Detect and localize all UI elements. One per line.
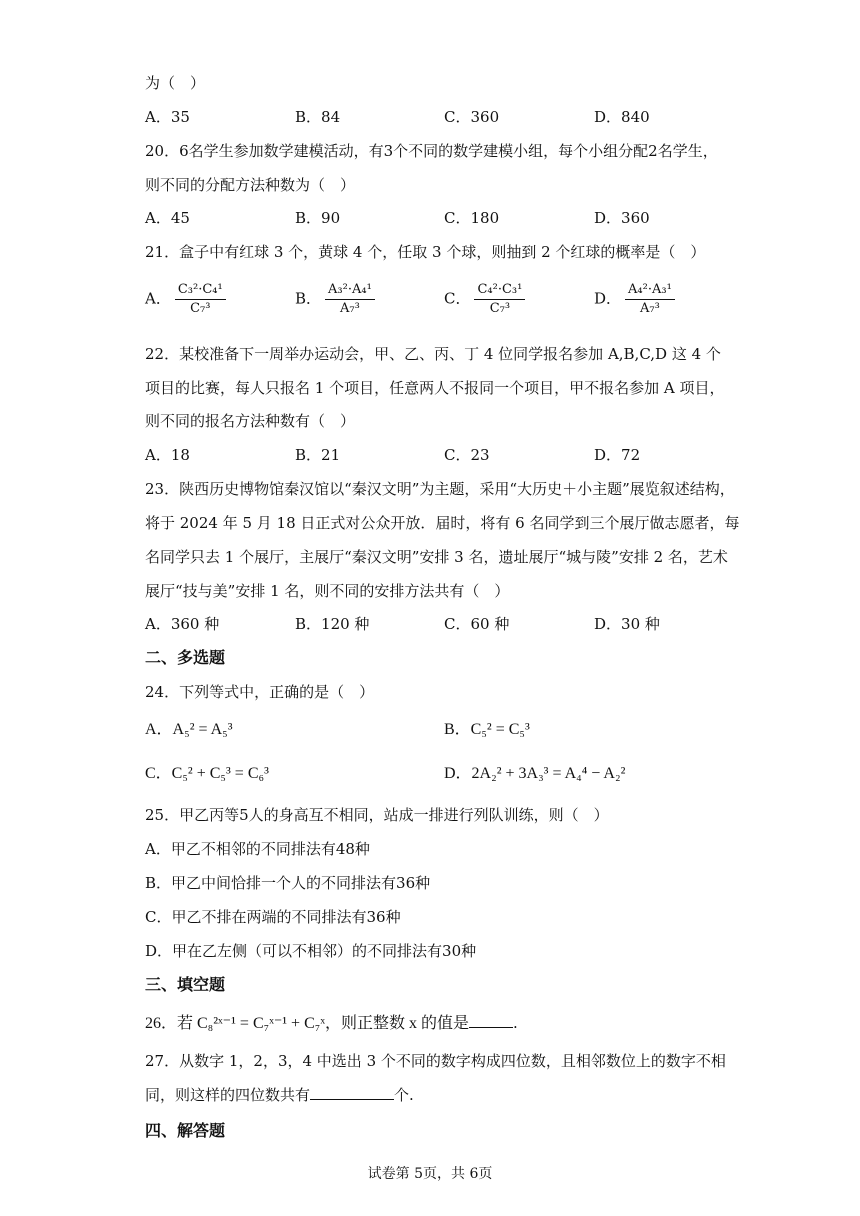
option-label: A． <box>145 289 171 308</box>
q22-stem-line2: 项目的比赛，每人只报名 1 个项目，任意两人不报同一个项目，甲不报名参加 A 项目， <box>145 379 725 397</box>
fraction <box>625 282 675 317</box>
q26-answer-blank[interactable] <box>469 1013 513 1028</box>
q20-option-a: A．45 <box>145 209 190 227</box>
fraction <box>325 282 375 317</box>
q23-stem-line2: 将于 2024 年 5 月 18 日正式对公众开放．届时，将有 6 名同学到三个展厅做志愿者，每 <box>145 514 740 532</box>
q22-stem-line1: 22．某校准备下一周举办运动会，甲、乙、丙、丁 4 位同学报名参加 A,B,C,D 这 4 个 <box>145 345 721 363</box>
q21-stem: 21．盒子中有红球 3 个，黄球 4 个，任取 3 个球，则抽到 2 个红球的概率是（ ） <box>145 243 706 261</box>
fraction <box>474 282 525 317</box>
q20-stem-line2: 则不同的分配方法种数为（ ） <box>145 176 356 194</box>
q26-text: 26．若 C₈²ˣ⁻¹ = C₇ˣ⁻¹ + C₇ˣ，则正整数 x 的值是 <box>145 1015 469 1032</box>
q19-stem-tail: 为（ ） <box>145 74 206 92</box>
q21-option-b <box>295 282 375 317</box>
q20-option-b: B．90 <box>295 209 341 227</box>
numerator: C₃²·C₄¹ <box>175 282 226 300</box>
q24-option-b: B．C₅² = C₅³ <box>444 721 530 738</box>
numerator: A₄²·A₃¹ <box>625 282 675 300</box>
q19-option-c: C．360 <box>444 108 500 126</box>
section-heading-solutions: 四、解答题 <box>145 1121 226 1140</box>
q27-stem-line2 <box>145 1085 414 1105</box>
section-heading-multiple-choice: 二、多选题 <box>145 648 226 667</box>
q24-option-d: D．2A₂² + 3A₃³ = A₄⁴ − A₂² <box>444 765 626 782</box>
q20-option-c: C．180 <box>444 209 500 227</box>
section-heading-fill-in: 三、填空题 <box>145 975 226 994</box>
q22-option-a: A．18 <box>145 446 190 464</box>
q27-stem-line1: 27．从数字 1，2，3，4 中选出 3 个不同的数字构成四位数，且相邻数位上的数字不相 <box>145 1052 726 1070</box>
q26-suffix: . <box>512 1014 518 1032</box>
q24-stem: 24．下列等式中，正确的是（ ） <box>145 683 375 701</box>
q21-option-a <box>145 282 226 317</box>
q24-option-c: C．C₅² + C₅³ = C₆³ <box>145 765 269 782</box>
q25-option-b: B．甲乙中间恰排一个人的不同排法有36种 <box>145 874 431 892</box>
q22-option-d: D．72 <box>594 446 641 464</box>
option-label: D． <box>594 289 622 308</box>
q26-stem <box>145 1013 518 1034</box>
denominator: C₇³ <box>489 301 511 316</box>
q23-option-d: D．30 种 <box>594 615 660 633</box>
q23-option-b: B．120 种 <box>295 615 370 633</box>
q25-stem: 25．甲乙丙等5人的身高互不相同，站成一排进行列队训练，则（ ） <box>145 806 609 824</box>
numerator: C₄²·C₃¹ <box>474 282 525 300</box>
q25-option-a: A．甲乙不相邻的不同排法有48种 <box>145 840 370 858</box>
fraction <box>175 282 226 317</box>
numerator: A₃²·A₄¹ <box>325 282 375 300</box>
q19-option-b: B．84 <box>295 108 341 126</box>
q23-stem-line1: 23．陕西历史博物馆秦汉馆以“秦汉文明”为主题，采用“大历史＋小主题”展览叙述结构， <box>145 480 735 498</box>
denominator: A₇³ <box>340 301 360 316</box>
q23-stem-line3: 名同学只去 1 个展厅，主展厅“秦汉文明”安排 3 名，遗址展厅“城与陵”安排 2 名，艺术 <box>145 548 728 566</box>
q19-option-a: A．35 <box>145 108 190 126</box>
q25-option-c: C．甲乙不排在两端的不同排法有36种 <box>145 908 401 926</box>
q23-option-a: A．360 种 <box>145 615 220 633</box>
q22-option-c: C．23 <box>444 446 490 464</box>
q20-option-d: D．360 <box>594 209 650 227</box>
q21-option-c <box>444 282 525 317</box>
denominator: C₇³ <box>190 301 211 316</box>
q21-option-d <box>594 282 675 317</box>
page-footer: 试卷第 5页，共 6页 <box>367 1166 493 1182</box>
q22-option-b: B．21 <box>295 446 341 464</box>
option-label: C． <box>444 289 471 308</box>
q23-stem-line4: 展厅“技与美”安排 1 名，则不同的安排方法共有（ ） <box>145 582 510 600</box>
q19-option-d: D．840 <box>594 108 650 126</box>
q23-option-c: C．60 种 <box>444 615 510 633</box>
q27-answer-blank[interactable] <box>310 1085 394 1100</box>
q27-text: 同，则这样的四位数共有 <box>145 1086 311 1104</box>
denominator: A₇³ <box>640 301 660 316</box>
q20-stem-line1: 20．6名学生参加数学建模活动，有3个不同的数学建模小组，每个小组分配2名学生， <box>145 142 718 160</box>
option-label: B． <box>295 289 322 308</box>
q24-option-a: A．A₅² = A₅³ <box>145 721 233 738</box>
q27-suffix: 个. <box>394 1086 414 1104</box>
q22-stem-line3: 则不同的报名方法种数有（ ） <box>145 412 356 430</box>
q25-option-d: D．甲在乙左侧（可以不相邻）的不同排法有30种 <box>145 942 477 960</box>
